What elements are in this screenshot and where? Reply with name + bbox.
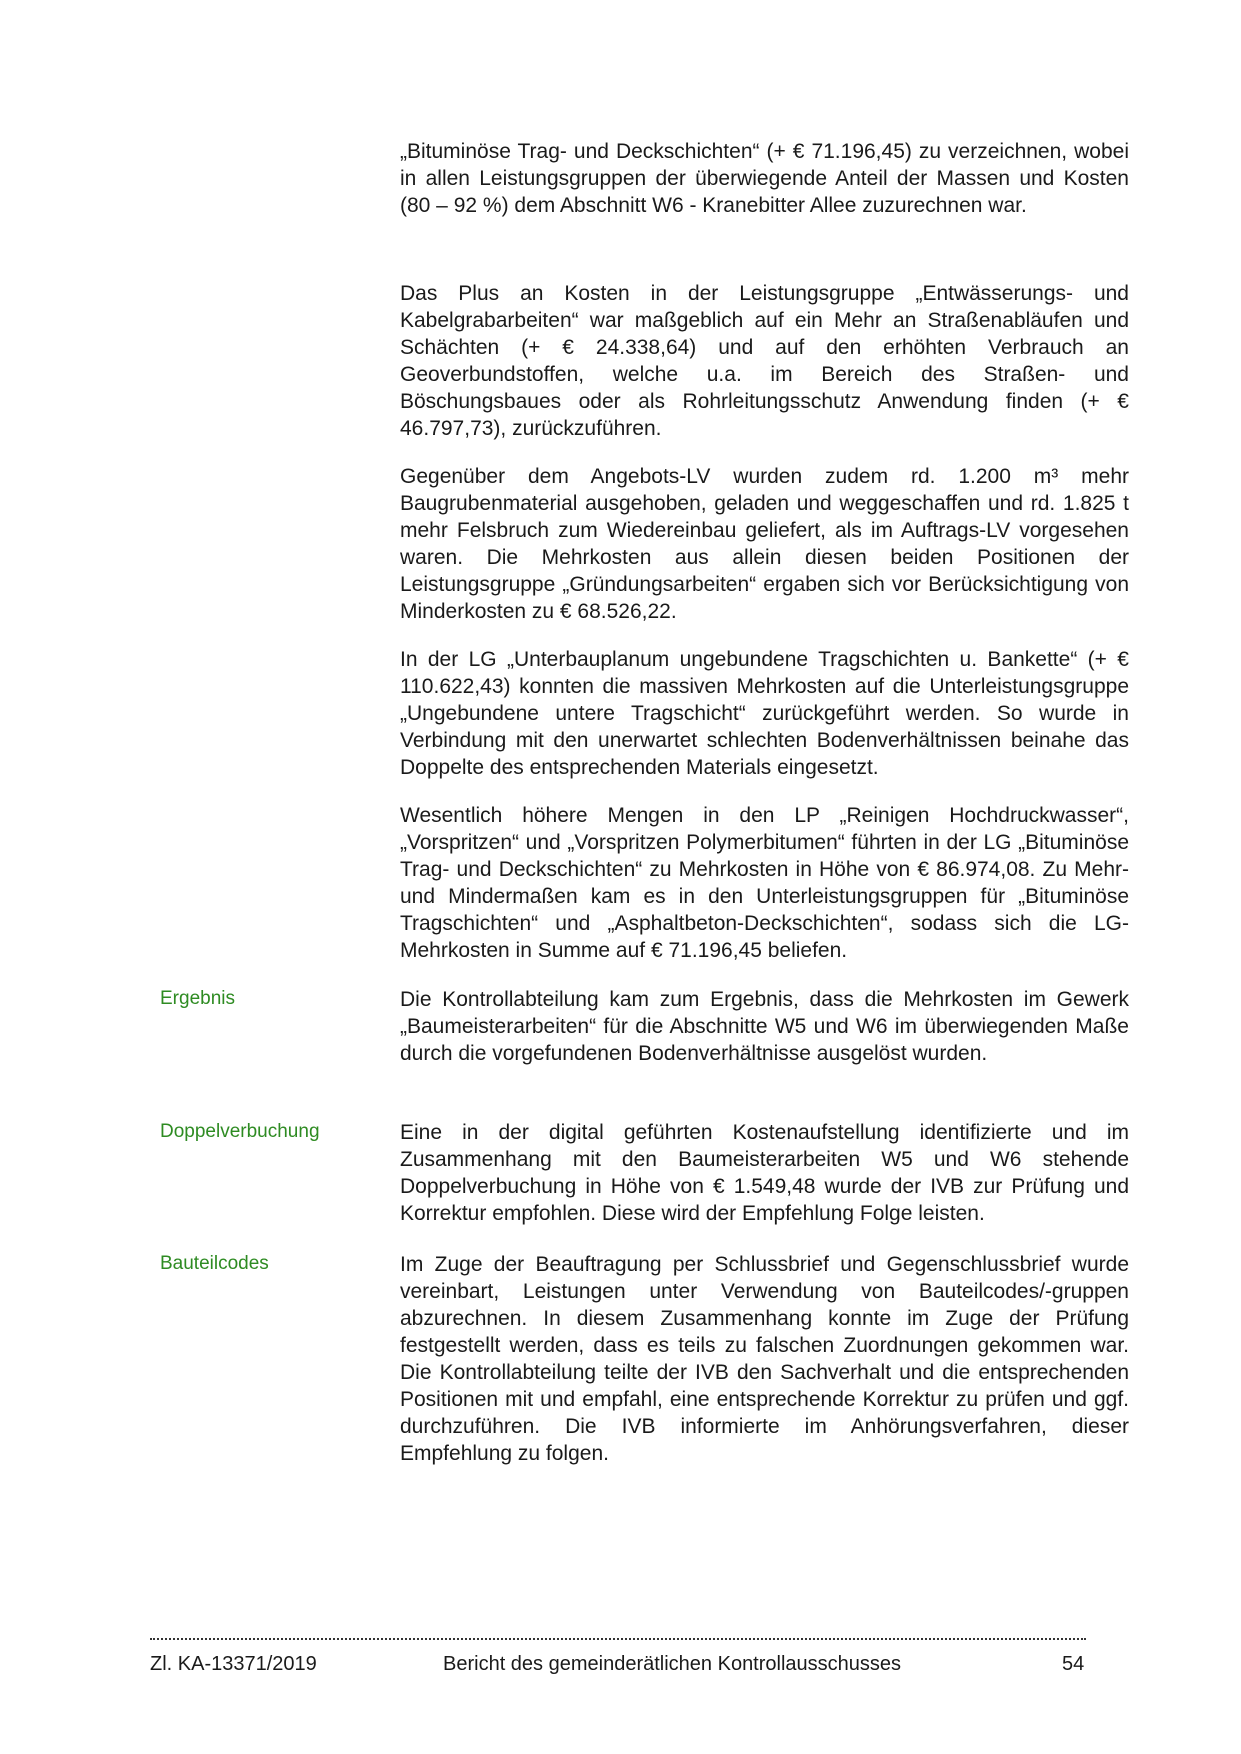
paragraph-gruendungsarbeiten: Gegenüber dem Angebots-LV wurden zudem rd. 1.200 m³ mehr Baugrubenmaterial ausgehoben, geladen und weggeschaffen und rd. 1.825 t mehr Felsbruch zum Wiedereinbau geliefert, als im Auftrags-LV vorgesehen waren. Die Mehrkosten aus allein diesen beiden Positionen der Leistungsgruppe „Gründungsarbeiten“ ergaben sich vor Berücksichtigung von Minderkosten zu € 68.526,22.: [400, 465, 1129, 623]
margin-label-doppelverbuchung: Doppelverbuchung: [160, 1121, 320, 1142]
footer-page-number: 54: [1062, 1653, 1085, 1675]
paragraph-hochdruckwasser: Wesentlich höhere Mengen in den LP „Reinigen Hochdruckwasser“, „Vorspritzen“ und „Vorspritzen Polymerbitumen“ führten in der LG „Bituminöse Trag- und Deckschichten“ zu Mehrkosten in Höhe von € 86.974,08. Zu Mehr- und Mindermaßen kam es in den Unterleistungsgruppen für „Bituminöse Tragschichten“ und „Asphaltbeton-Deckschichten“, sodass sich die LG-Mehrkosten in Summe auf € 71.196,45 beliefen.: [400, 804, 1129, 962]
footer-divider: [150, 1638, 1086, 1640]
paragraph-entwaesserung: Das Plus an Kosten in der Leistungsgruppe „Entwässerungs- und Kabelgrabarbeiten“ war maßgeblich auf ein Mehr an Straßenabläufen und Schächten (+ € 24.338,64) und auf den erhöhten Verbrauch an Geoverbundstoffen, welche u.a. im Bereich des Straßen- und Böschungsbaues oder als Rohrleitungsschutz Anwendung finden (+ € 46.797,73), zurückzuführen.: [400, 282, 1129, 440]
paragraph-bituminoese-summary: „Bituminöse Trag- und Deckschichten“ (+ € 71.196,45) zu verzeichnen, wobei in allen Leistungsgruppen der überwiegende Anteil der Massen und Kosten (80 – 92 %) dem Abschnitt W6 - Kranebitter Allee zuzurechnen war.: [400, 140, 1129, 217]
paragraph-unterbauplanum: In der LG „Unterbauplanum ungebundene Tragschichten u. Bankette“ (+ € 110.622,43) konnten die massiven Mehrkosten auf die Unterleistungsgruppe „Ungebundene untere Tragschicht“ zurückgeführt werden. So wurde in Verbindung mit den unerwartet schlechten Bodenverhältnissen beinahe das Doppelte des entsprechenden Materials eingesetzt.: [400, 648, 1129, 779]
footer-report-title: Bericht des gemeinderätlichen Kontrollausschusses: [443, 1653, 902, 1675]
paragraph-doppelverbuchung: Eine in der digital geführten Kostenaufstellung identifizierte und im Zusammenhang mit den Baumeisterarbeiten W5 und W6 stehende Doppelverbuchung in Höhe von € 1.549,48 wurde der IVB zur Prüfung und Korrektur empfohlen. Diese wird der Empfehlung Folge leisten.: [400, 1121, 1129, 1225]
footer-reference: Zl. KA-13371/2019: [150, 1653, 317, 1675]
paragraph-bauteilcodes: Im Zuge der Beauftragung per Schlussbrief und Gegenschlussbrief wurde vereinbart, Leistungen unter Verwendung von Bauteilcodes/-gruppen abzurechnen. In diesem Zusammenhang konnte im Zuge der Prüfung festgestellt werden, dass es teils zu falschen Zuordnungen gekommen war. Die Kontrollabteilung teilte der IVB den Sachverhalt und die entsprechenden Positionen mit und empfahl, eine entsprechende Korrektur zu prüfen und ggf. durchzuführen. Die IVB informierte im Anhörungsverfahren, dieser Empfehlung zu folgen.: [400, 1253, 1129, 1465]
margin-label-ergebnis: Ergebnis: [160, 988, 235, 1009]
paragraph-ergebnis: Die Kontrollabteilung kam zum Ergebnis, dass die Mehrkosten im Gewerk „Baumeisterarbeiten“ für die Abschnitte W5 und W6 im überwiegenden Maße durch die vorgefundenen Bodenverhältnisse ausgelöst wurden.: [400, 988, 1129, 1065]
margin-label-bauteilcodes: Bauteilcodes: [160, 1253, 269, 1274]
